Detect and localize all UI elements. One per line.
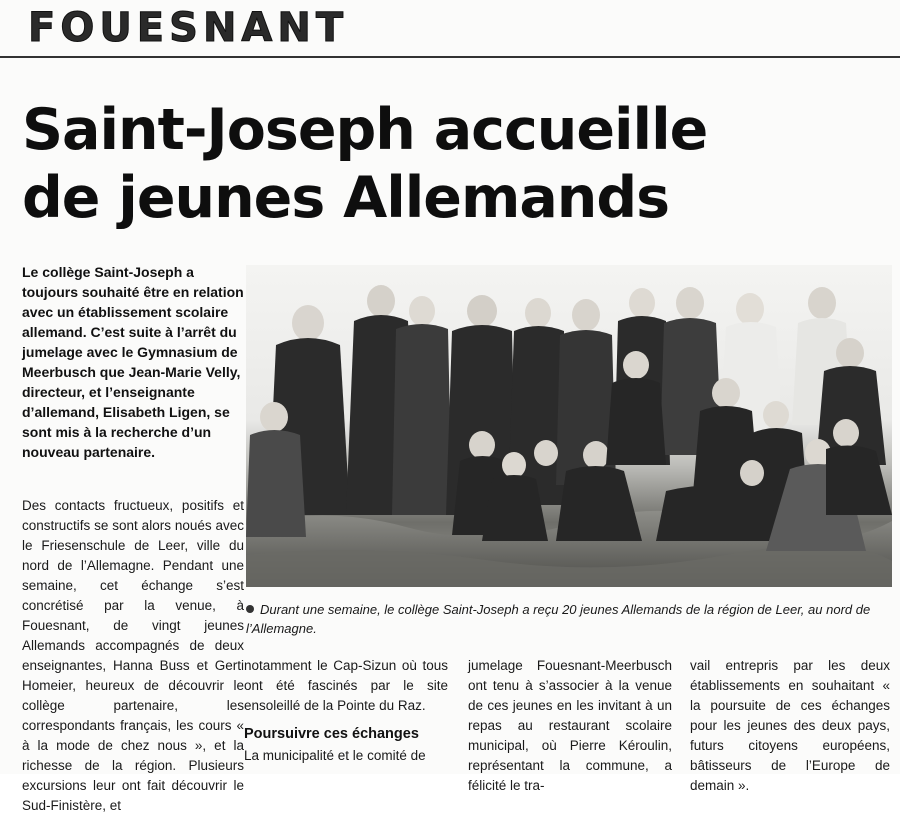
headline: [22, 96, 892, 232]
subheading: Poursuivre ces échanges: [244, 726, 419, 742]
body-column-2: notamment le Cap-Sizun où tous ont été fascinés par le site ensoleillé de la Pointe du Raz.: [244, 658, 448, 713]
section-rule: [0, 56, 900, 58]
body-column-3: jumelage Fouesnant-Meerbusch ont tenu à s’associer à la venue de ces jeunes en les invitant à un repas au restaurant scolaire municipal, où Pierre Kéroulin, représentant la commune, a félicité le tra-: [468, 658, 672, 793]
lead-paragraph: Le collège Saint-Joseph a toujours souhaité être en relation avec un établissement scolaire allemand. C’est suite à l’arrêt du jumelage avec le Gymnasium de Meerbusch que Jean-Marie Velly, directeur, et l’enseignante d’allemand, Elisabeth Ligen, se sont mis à la recherche d’un nouveau partenaire.: [22, 264, 244, 460]
group-photo-illustration: [246, 265, 892, 587]
headline-line-1: Saint-Joseph accueille: [22, 97, 708, 163]
photo-caption-text: Durant une semaine, le collège Saint-Joseph a reçu 20 jeunes Allemands de la région de Leer, au nord de l’Allemagne.: [246, 602, 871, 636]
caption-bullet-icon: [246, 605, 254, 613]
group-photo: [246, 265, 892, 587]
body-column-1: Des contacts fructueux, positifs et constructifs se sont alors noués avec le Friesenschule de Leer, ville du nord de l’Allemagne. Pendant une semaine, cet échange s’est concrétisé par la venue, à Fouesnant, de vingt jeunes Allemands accompagnés de deux enseignantes, Hanna Buss et Gerti Homeier, heureux de découvrir le collège partenaire, les correspondants français, les cours « à la mode de chez nous », et la richesse de la région. Plusieurs excursions leur ont fait découvrir le Sud-Finistère, et: [22, 498, 244, 813]
headline-line-2: de jeunes Allemands: [22, 165, 670, 231]
body-column-4: vail entrepris par les deux établissements en souhaitant « la poursuite de ces échanges pour les jeunes des deux pays, futurs citoyens européens, bâtisseurs de l’Europe de demain ».: [690, 658, 890, 793]
body-column-2-continued: La municipalité et le comité de: [244, 748, 426, 763]
photo-caption: [246, 600, 896, 638]
section-label: FOUESNANT: [28, 5, 349, 51]
